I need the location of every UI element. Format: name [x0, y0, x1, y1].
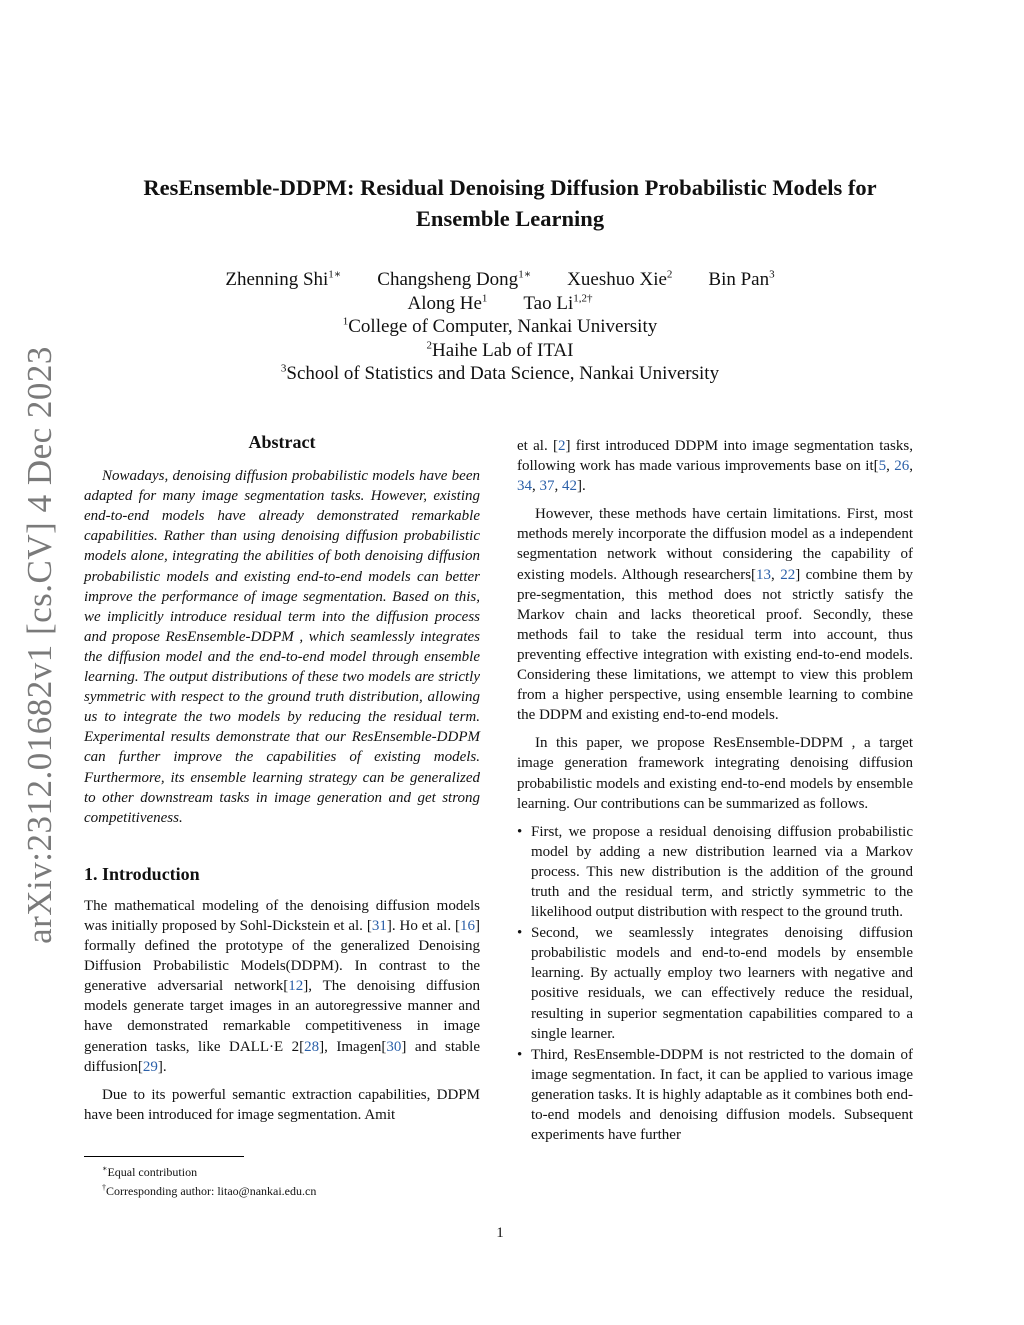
affiliation-text: Haihe Lab of ITAI: [432, 339, 574, 361]
citation-link[interactable]: 22: [780, 566, 796, 583]
title-line-2: Ensemble Learning: [415, 206, 605, 231]
author-mark: 1∗: [328, 268, 342, 281]
citation-link[interactable]: 2: [558, 438, 566, 454]
footnote-text: Corresponding author: litao@nankai.edu.cn: [106, 1184, 317, 1198]
affiliation-mark: 3: [280, 362, 287, 375]
footnote: [84, 1180, 480, 1199]
footnote-text: Equal contribution: [107, 1165, 198, 1179]
arxiv-identifier-stamp: [16, 346, 64, 944]
affiliation: [150, 315, 850, 339]
footnotes: [84, 1156, 480, 1199]
footnote-rule: [84, 1156, 244, 1157]
citation-link[interactable]: 28: [304, 1038, 320, 1055]
right-column: [517, 436, 913, 1146]
list-item: • First, we propose a residual denoising diffusion probabilistic model by adding a new distribution learned via a Markov process. This new distribution is the addition of the ground truth and the residual term, and strictly symmetric to the likelihood output distribution with respect to the ground truth.: [517, 822, 913, 922]
author-name: Xueshuo Xie: [567, 269, 667, 290]
affiliation-text: School of Statistics and Data Science, Nankai University: [286, 363, 720, 384]
author: [523, 292, 592, 316]
author-name: Bin Pan: [708, 269, 770, 290]
title-line-1: ResEnsemble-DDPM: Residual Denoising Diffusion Probabilistic Models for: [143, 175, 877, 200]
arxiv-stamp-text: arXiv:2312.01682v1 [cs.CV] 4 Dec 2023: [20, 346, 60, 944]
author-mark: 2: [666, 268, 673, 281]
citation-link[interactable]: 12: [288, 978, 304, 995]
footnote-mark: †: [102, 1183, 106, 1192]
affiliation: [150, 362, 850, 386]
abstract-body: Nowadays, denoising diffusion probabilistic models have been adapted for many image segmentation tasks. However, existing end-to-end models have already demonstrated remarkable capabilities. Rather than using denoising diffusion probabilistic models alone, integrating the abilities of both denoising diffusion probabilistic models and existing end-to-end models can better improve the performance of image segmentation. Based on this, we implicitly introduce residual term into the diffusion process and propose ResEnsemble-DDPM , which seamlessly integrates the diffusion model and the end-to-end model through ensemble learning. The output distributions of these two models are strictly symmetric with respect to the ground truth distribution, allowing us to integrate the two models by reducing the residual term. Experimental results demonstrate that our ResEnsemble-DDPM can further improve the capabilities of existing models. Furthermore, its ensemble learning strategy can be generalized to other downstream tasks in image generation and get strong competitiveness.: [84, 468, 480, 826]
author-name: Tao Li: [523, 292, 574, 314]
text-run: However, these methods have certain limitations. First, most methods merely incorporate the diffusion model as a independent segmentation network without considering the capability of existing models. Although researchers[: [517, 506, 913, 583]
author-mark: 1∗: [518, 268, 532, 281]
text-run: ].: [577, 478, 586, 495]
affiliation-mark: 2: [426, 339, 433, 352]
text-run: ] combine them by pre-segmentation, this method does not strictly satisfy the Markov chain and lacks theoretical proof. Secondly, these methods fail to take the residual term into account, thus preventing effective integration with existing end-to-end models. Considering these limitations, we attempt to view this problem from a higher perspective, using ensemble learning to combine the DDPM and existing end-to-end models.: [517, 566, 913, 724]
text-run: ,: [771, 566, 781, 583]
text-run: ], The denoising diffusion models generate target images in an autoregressive manner and have demonstrated remarkable competitiveness in image generation tasks, like DALL·E 2[: [84, 978, 480, 1055]
author-name: Zhenning Shi: [225, 269, 329, 290]
text-run: ,: [886, 458, 895, 475]
right-paragraph-0: [517, 436, 913, 496]
text-run: ,: [532, 478, 540, 495]
text-run: ] formally defined the prototype of the generalized Denoising Diffusion Probabilistic Models(DDPM). In contrast to the generative adversarial network[: [84, 917, 480, 995]
footnote-mark: ∗: [102, 1164, 108, 1173]
text-run: ]. Ho et al. [: [386, 917, 460, 934]
author-mark: 1: [481, 292, 488, 305]
author-row-1: [150, 268, 850, 292]
citation-link[interactable]: 29: [142, 1058, 158, 1075]
abstract-heading: Abstract: [248, 432, 316, 452]
citation-link[interactable]: 30: [386, 1038, 402, 1055]
affiliation: [150, 339, 850, 363]
text-run: ].: [157, 1058, 167, 1075]
author: [407, 292, 487, 316]
introduction-heading: 1. Introduction: [84, 863, 200, 884]
contributions-list: [517, 822, 913, 1146]
author-row-2: [150, 292, 850, 316]
text-run: et al. [: [517, 438, 558, 454]
list-item: • Third, ResEnsemble-DDPM is not restricted to the domain of image segmentation. In fact, it can be applied to various image generation tasks. It is highly adaptable as it combines both end-to-end models and denoising diffusion models. Subsequent experiments have further: [517, 1045, 913, 1145]
intro-paragraph-1: [84, 896, 480, 1077]
citation-link[interactable]: 31: [371, 917, 387, 934]
citation-link[interactable]: 34: [517, 478, 532, 495]
author-name: Along He: [407, 292, 482, 314]
left-column: [84, 432, 480, 1133]
author-mark: 3: [769, 268, 775, 281]
text-run: ,: [554, 478, 562, 495]
paper-title: [110, 172, 910, 234]
text-run: ] and stable diffusion[: [84, 1038, 480, 1075]
list-item: • Second, we seamlessly integrates denoising diffusion probabilistic models and end-to-end models by ensemble learning. By actually employ two learners with negative and positive residuals, we can effectively reduce the residual, resulting in superior segmentation capabilities compared to a single learner.: [517, 923, 913, 1044]
author-mark: 1,2†: [573, 292, 593, 305]
text-run: ] first introduced DDPM into image segmentation tasks, following work has made various improvements base on it[: [517, 438, 913, 475]
text-run: ,: [909, 458, 913, 475]
citation-link[interactable]: 16: [460, 917, 475, 934]
citation-link[interactable]: 5: [878, 458, 887, 475]
author: [708, 268, 774, 292]
citation-link[interactable]: 13: [756, 566, 772, 583]
affiliation-mark: 1: [342, 315, 349, 328]
author: [377, 268, 531, 292]
intro-paragraph-2: Due to its powerful semantic extraction capabilities, DDPM have been introduced for image segmentation. Amit: [84, 1086, 480, 1123]
citation-link[interactable]: 26: [894, 458, 910, 475]
author-block: [150, 268, 850, 386]
author: [567, 268, 672, 292]
author-name: Changsheng Dong: [377, 269, 519, 290]
right-paragraph-1: [517, 504, 913, 725]
citation-link[interactable]: 42: [562, 478, 577, 495]
footnote: [84, 1161, 480, 1180]
text-run: The mathematical modeling of the denoising diffusion models was initially proposed by Sohl-Dickstein et al. [: [84, 897, 480, 934]
affiliation-text: College of Computer, Nankai University: [348, 316, 658, 337]
citation-link[interactable]: 37: [539, 478, 555, 495]
text-run: ], Imagen[: [319, 1038, 387, 1055]
right-paragraph-2: In this paper, we propose ResEnsemble-DDPM , a target image generation framework integrating denoising diffusion probabilistic models and existing end-to-end models by ensemble learning. Our contributions can be summarized as follows.: [517, 735, 913, 812]
author: [225, 268, 341, 292]
page-number: 1: [496, 1225, 504, 1241]
